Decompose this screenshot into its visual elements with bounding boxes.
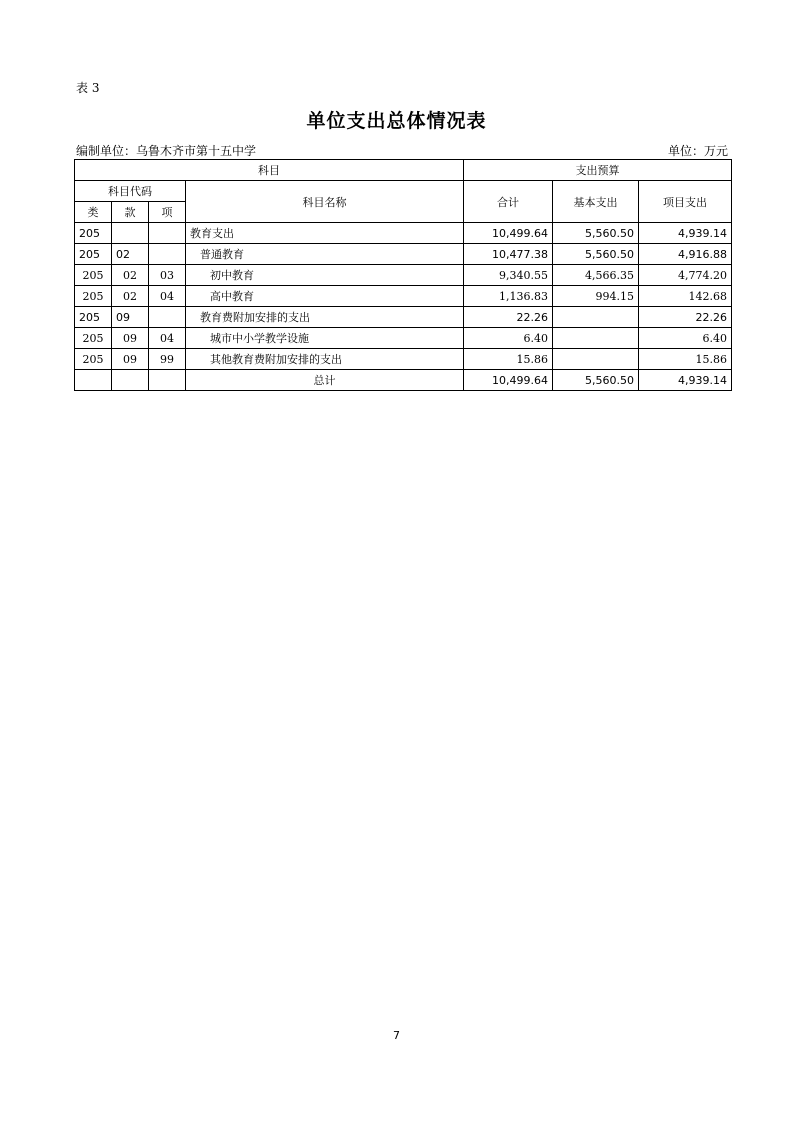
- cell-kuan: 02: [112, 244, 149, 265]
- cell-xiang: [149, 307, 186, 328]
- cell-xiang: 03: [149, 265, 186, 286]
- header-code: 科目代码: [75, 181, 186, 202]
- cell-name: 教育支出: [186, 223, 464, 244]
- header-name: 科目名称: [186, 181, 464, 223]
- table-row: [75, 223, 732, 244]
- header-total: 合计: [464, 181, 553, 223]
- cell-project: 4,774.20: [639, 265, 732, 286]
- cell-project: 22.26: [639, 307, 732, 328]
- header-project: 项目支出: [639, 181, 732, 223]
- cell-basic: 5,560.50: [553, 223, 639, 244]
- cell-empty: [149, 370, 186, 391]
- table-row: [75, 349, 732, 370]
- table-row: [75, 307, 732, 328]
- cell-kuan: 02: [112, 286, 149, 307]
- cell-lei: 205: [75, 349, 112, 370]
- cell-empty: [112, 370, 149, 391]
- cell-empty: [75, 370, 112, 391]
- cell-lei: 205: [75, 223, 112, 244]
- cell-xiang: 04: [149, 328, 186, 349]
- cell-xiang: [149, 244, 186, 265]
- cell-total: 22.26: [464, 307, 553, 328]
- compiling-unit: 编制单位：乌鲁木齐市第十五中学: [76, 144, 257, 158]
- page-number: 7: [393, 1029, 400, 1042]
- header-lei: 类: [75, 202, 112, 223]
- header-kuan: 款: [112, 202, 149, 223]
- cell-kuan: 09: [112, 307, 149, 328]
- cell-project: 15.86: [639, 349, 732, 370]
- cell-xiang: [149, 223, 186, 244]
- cell-kuan: [112, 223, 149, 244]
- cell-xiang: 99: [149, 349, 186, 370]
- cell-total: 10,499.64: [464, 223, 553, 244]
- table-number-label: 表 3: [76, 81, 100, 95]
- total-sum: 10,499.64: [464, 370, 553, 391]
- expenditure-table: [74, 159, 732, 391]
- cell-total: 9,340.55: [464, 265, 553, 286]
- cell-name: 其他教育费附加安排的支出: [186, 349, 464, 370]
- cell-kuan: 02: [112, 265, 149, 286]
- cell-lei: 205: [75, 265, 112, 286]
- table-row: [75, 286, 732, 307]
- header-row-1: [75, 160, 732, 181]
- cell-kuan: 09: [112, 328, 149, 349]
- cell-project: 142.68: [639, 286, 732, 307]
- cell-name: 教育费附加安排的支出: [186, 307, 464, 328]
- cell-total: 6.40: [464, 328, 553, 349]
- total-row: [75, 370, 732, 391]
- cell-basic: 994.15: [553, 286, 639, 307]
- page-title: 单位支出总体情况表: [306, 110, 487, 132]
- currency-unit: 单位：万元: [667, 144, 728, 158]
- table-row: [75, 265, 732, 286]
- cell-lei: 205: [75, 286, 112, 307]
- cell-project: 6.40: [639, 328, 732, 349]
- cell-name: 高中教育: [186, 286, 464, 307]
- cell-basic: [553, 307, 639, 328]
- cell-basic: [553, 328, 639, 349]
- cell-lei: 205: [75, 328, 112, 349]
- cell-name: 普通教育: [186, 244, 464, 265]
- cell-total: 1,136.83: [464, 286, 553, 307]
- cell-total: 15.86: [464, 349, 553, 370]
- cell-project: 4,916.88: [639, 244, 732, 265]
- cell-basic: [553, 349, 639, 370]
- header-xiang: 项: [149, 202, 186, 223]
- header-row-2: [75, 181, 732, 202]
- cell-basic: 4,566.35: [553, 265, 639, 286]
- header-subject: 科目: [75, 160, 464, 181]
- cell-name: 初中教育: [186, 265, 464, 286]
- cell-xiang: 04: [149, 286, 186, 307]
- table-row: [75, 328, 732, 349]
- cell-project: 4,939.14: [639, 223, 732, 244]
- total-project: 4,939.14: [639, 370, 732, 391]
- cell-total: 10,477.38: [464, 244, 553, 265]
- table-row: [75, 244, 732, 265]
- header-budget: 支出预算: [464, 160, 732, 181]
- cell-name: 城市中小学教学设施: [186, 328, 464, 349]
- cell-lei: 205: [75, 244, 112, 265]
- total-label: 总计: [186, 370, 464, 391]
- cell-basic: 5,560.50: [553, 244, 639, 265]
- cell-kuan: 09: [112, 349, 149, 370]
- header-basic: 基本支出: [553, 181, 639, 223]
- total-basic: 5,560.50: [553, 370, 639, 391]
- cell-lei: 205: [75, 307, 112, 328]
